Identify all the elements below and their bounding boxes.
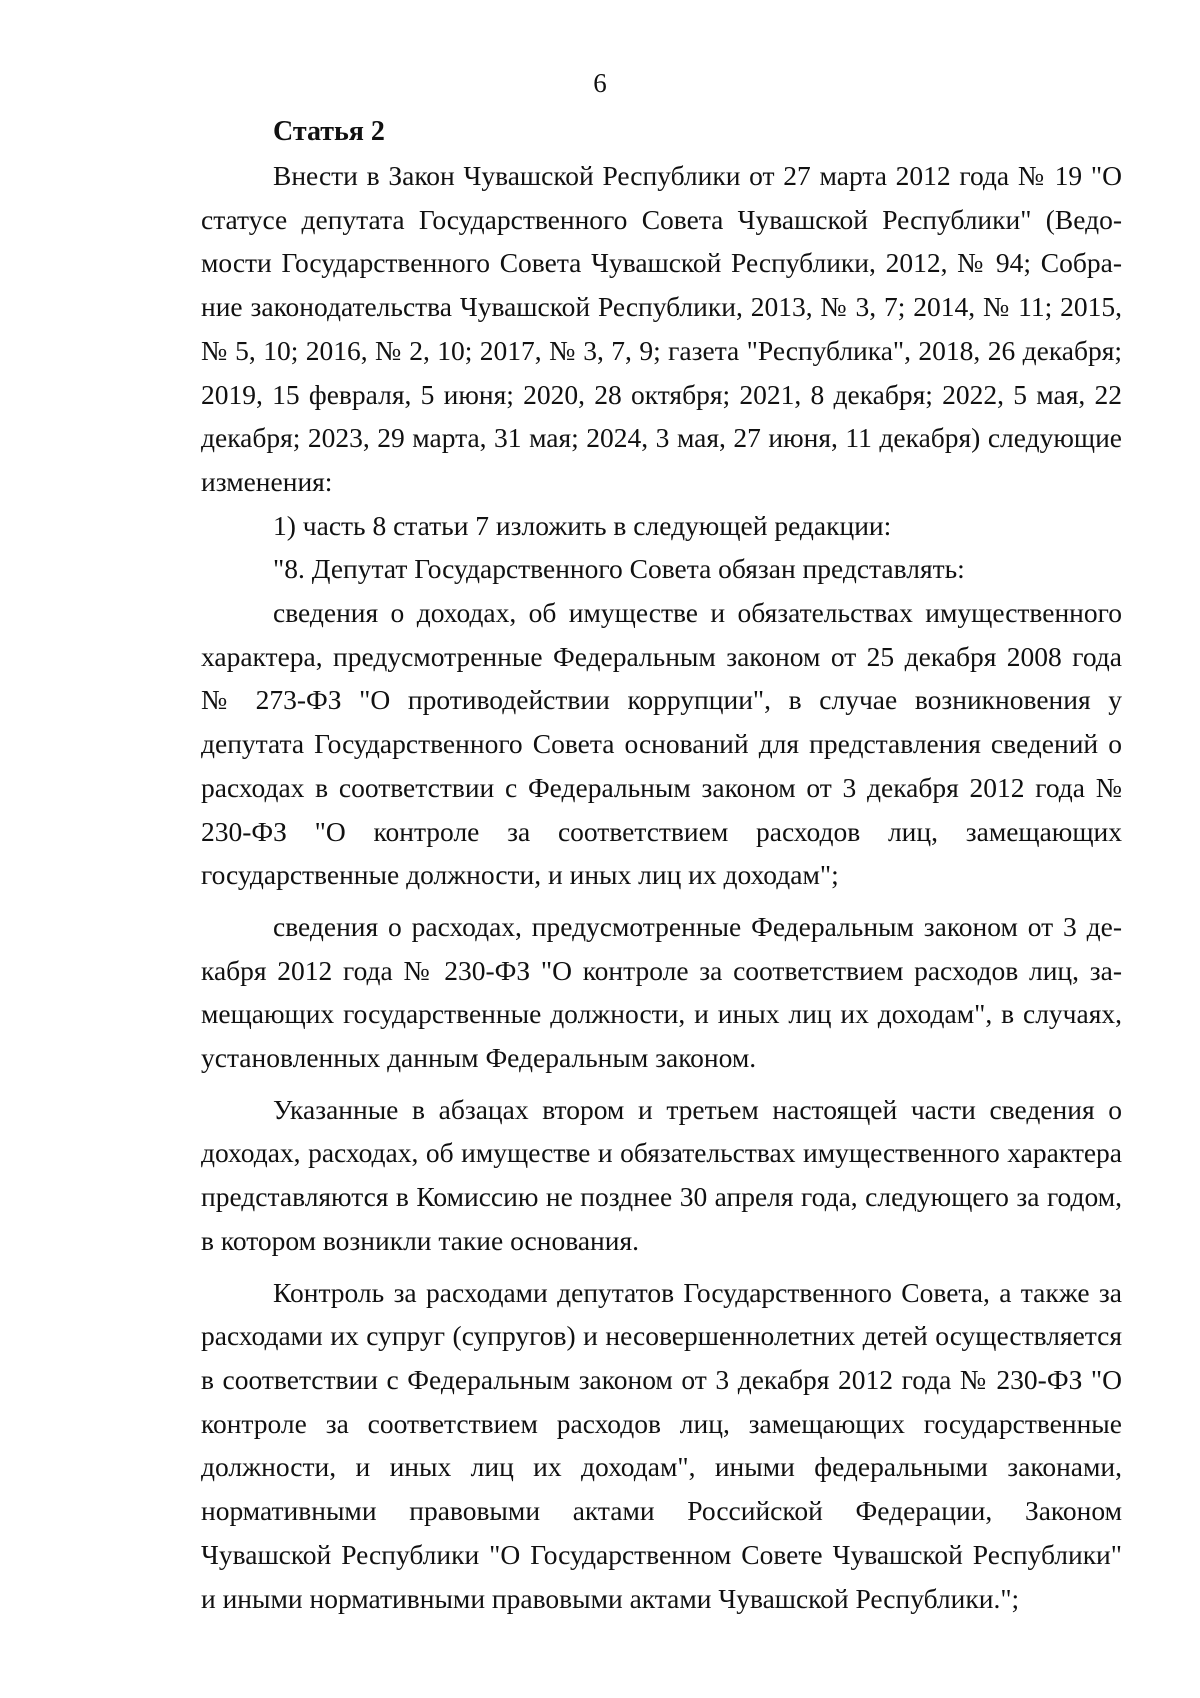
paragraph-part-8-lead: "8. Депутат Государственного Совета обязан представлять: <box>273 553 965 585</box>
paragraph-item-1: 1) часть 8 статьи 7 изложить в следующей редакции: <box>273 509 892 541</box>
document-body <box>201 110 1122 1620</box>
page-number: 6 <box>593 68 607 98</box>
paragraph-intro: Внести в Закон Чувашской Республики от 27 марта 2012 года № 19 "О статусе депутата Государственного Совета Чувашской Республики" (Ведомости Государственного Совета Чувашской Республики, 2012, № 94; Собрание законодательства Чувашской Республики, 2013, № 3, 7; 2014, № 11; 2015, № 5, 10; 2016, № 2, 10; 2017, № 3, 7, 9; газета "Республика", 2018, 26 декабря; 2019, 15 февраля, 5 июня; 2020, 28 октября; 2021, 8 декабря; 2022, 5 мая, 22 декабря; 2023, 29 марта, 31 мая; 2024, 3 мая, 27 июня, 11 декабря) следующие изменения: <box>201 160 1122 497</box>
paragraph-submission-deadline: Указанные в абзацах втором и третьем настоящей части сведения о доходах, расходах, об имуществе и обязательствах имущественного характера представляются в Комиссию не позднее 30 апреля года, следующего за годом, в котором возникли такие основания. <box>201 1093 1122 1256</box>
paragraph-expense-control: Контроль за расходами депутатов Государственного Совета, а также за расходами их супруг (супругов) и несовершеннолетних детей осуществляется в соответствии с Федеральным законом от 3 декабря 2012 года № 230-ФЗ "О контроле за соответствием расходов лиц, замещающих государственные должности, и иных лиц их доходам", иными федеральными законами, нормативными правовыми актами Российской Федерации, Законом Чувашской Республики "О Государственном Совете Чувашской Республики" и иными нормативными правовыми актами Чувашской Республики."; <box>201 1276 1122 1614</box>
paragraph-expense-info: сведения о расходах, предусмотренные Федеральным законом от 3 декабря 2012 года № 230-ФЗ "О контроле за соответствием расходов лиц, замещающих государственные должности, и иных лиц их доходам", в случаях, установленных данным Федеральным законом. <box>201 910 1122 1074</box>
article-title: Статья 2 <box>273 116 385 147</box>
paragraph-income-info: сведения о доходах, об имуществе и обязательствах имущественного характера, предусмотренные Федеральным законом от 25 декабря 2008 года № 273-ФЗ "О противодействии коррупции", в случае возникновения у депутата Государственного Совета оснований для представления сведений о расходах в соответствии с Федеральным законом от 3 декабря 2012 года № 230-ФЗ "О контроле за соответствием расходов лиц, замещающих государственные должности, и иных лиц их доходам"; <box>201 597 1122 891</box>
